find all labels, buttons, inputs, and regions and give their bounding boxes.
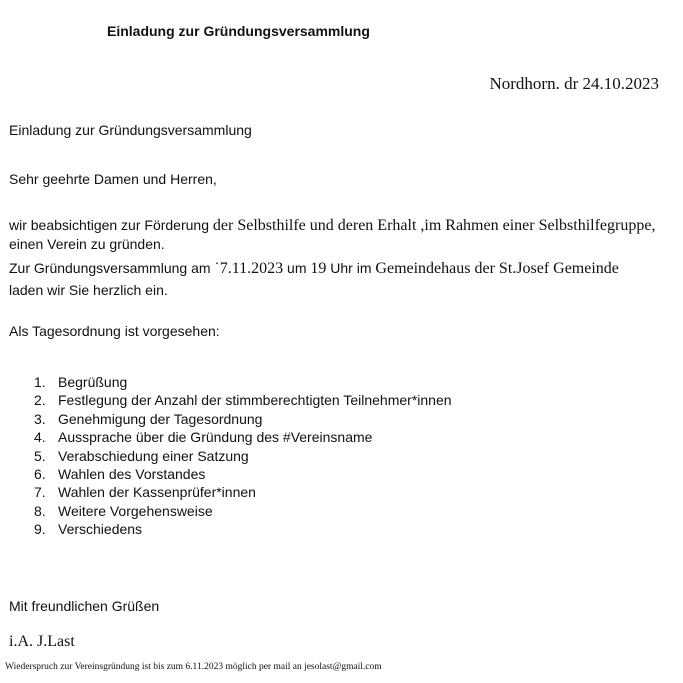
place-date: Nordhorn. dr 24.10.2023 <box>489 74 659 93</box>
agenda-item-text: Verabschiedung einer Satzung <box>58 447 249 464</box>
agenda-intro: Als Tagesordnung ist vorgesehen: <box>9 323 220 339</box>
agenda-item-number: 6. <box>34 465 46 482</box>
agenda-item-text: Begrüßung <box>58 374 128 390</box>
signature: i.A. J.Last <box>9 633 75 650</box>
salutation: Sehr geehrte Damen und Herren, <box>9 171 217 187</box>
meeting-date: ˙7.11.2023 <box>214 260 284 277</box>
closing-phrase: Mit freundlichen Grüßen <box>9 598 160 614</box>
paragraph2-line2: laden wir Sie herzlich ein. <box>9 282 168 298</box>
footer-note: Wiederspruch zur Vereinsgründung ist bis zum 6.11.2023 möglich per mail an jesolast@gmail.com <box>5 662 382 672</box>
agenda-item-text: Verschiedens <box>58 521 143 538</box>
paragraph1-rest: der Selbsthilfe und deren Erhalt ,im Rahmen einer Selbsthilfegruppe, <box>212 217 656 234</box>
agenda-item-text: Festlegung der Anzahl der stimmberechtigten Teilnehmer*innen <box>58 392 452 409</box>
agenda-item-number: 5. <box>34 447 46 464</box>
paragraph1-line2: einen Verein zu gründen. <box>9 236 165 252</box>
paragraph2-line1 <box>9 260 619 278</box>
agenda-item-text: Aussprache über die Gründung des #Vereinsname <box>58 429 373 446</box>
agenda-item-text: Genehmigung der Tagesordnung <box>58 410 263 427</box>
agenda-item-number: 8. <box>34 502 46 519</box>
paragraph2-part1: Zur Gründungsversammlung am <box>9 260 211 276</box>
meeting-hour: 19 <box>310 260 327 277</box>
agenda-item-text: Weitere Vorgehensweise <box>58 502 213 519</box>
paragraph2-part2: um <box>287 260 307 276</box>
agenda-item-number: 1. <box>34 374 46 390</box>
agenda-item-text: Wahlen der Kassenprüfer*innen <box>58 484 256 501</box>
paragraph1-line1 <box>9 217 655 235</box>
document-title: Einladung zur Gründungsversammlung <box>107 23 370 39</box>
paragraph1-lead: wir beabsichtigen zur Förderung <box>9 217 209 233</box>
agenda-item-number: 7. <box>34 484 46 501</box>
agenda-item-text: Wahlen des Vorstandes <box>58 465 206 482</box>
agenda-item-number: 3. <box>34 410 46 427</box>
paragraph2-part3: Uhr im <box>330 260 372 276</box>
agenda-item-number: 4. <box>34 429 46 446</box>
agenda-item-number: 2. <box>34 392 46 409</box>
subject-line: Einladung zur Gründungsversammlung <box>9 122 252 138</box>
meeting-location: Gemeindehaus der St.Josef Gemeinde <box>375 260 619 277</box>
agenda-item-number: 9. <box>34 521 46 538</box>
